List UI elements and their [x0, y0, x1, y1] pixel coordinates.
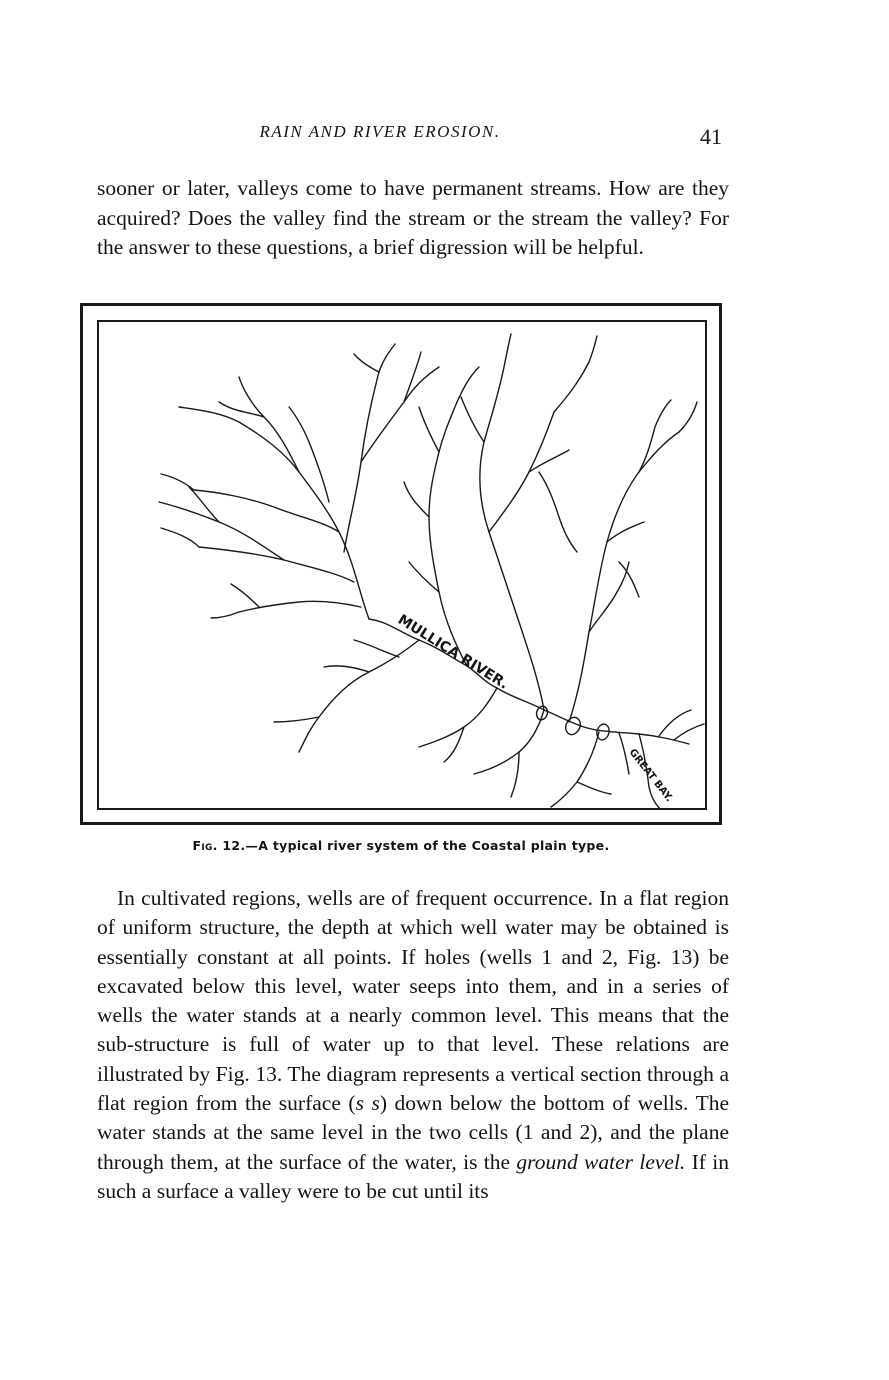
- tributary-n-2: [361, 367, 439, 462]
- tributary-c-1: [429, 402, 467, 666]
- river-system-drawing: [99, 322, 707, 810]
- figure-12-frame: [80, 303, 722, 825]
- paragraph-2-text-3: If in such a surface a valley were to be cut until its: [97, 1149, 730, 1203]
- tributary-s-1: [299, 640, 419, 752]
- tributary-n-3: [354, 354, 379, 372]
- tributary-nw-3: [239, 377, 299, 472]
- tributary-sw-2: [354, 640, 399, 657]
- tributary-s-2: [324, 666, 369, 672]
- tributary-ne-3: [461, 397, 484, 442]
- paragraph-1: sooner or later, valleys come to have permanent streams. How are they acquired? Does the valley find the stream or the stream the valley? For the answer to these questions, a brief digression will be helpful.: [97, 176, 729, 259]
- caption-text: —A typical river system of the Coastal plain type.: [245, 838, 610, 853]
- tributary-n-5: [289, 407, 329, 502]
- tributary-ne-1: [480, 334, 544, 710]
- tributary-w-3: [239, 601, 361, 612]
- tributary-s-7: [551, 732, 599, 807]
- paragraph-2: [97, 884, 729, 1206]
- tributary-ne-2: [489, 412, 554, 532]
- tributary-c-4: [404, 482, 429, 517]
- running-head-title: RAIN AND RIVER EROSION.: [259, 122, 501, 141]
- tributary-w-1: [199, 547, 354, 582]
- tributary-w-5: [161, 528, 199, 547]
- tributary-e-3: [639, 400, 671, 472]
- tributary-s-3: [419, 688, 497, 747]
- tributary-se-3: [674, 724, 704, 740]
- figure-12-map: [97, 320, 707, 810]
- tributary-w-2: [159, 502, 284, 560]
- tributary-s-8: [577, 782, 611, 794]
- paragraph-2-italic-ss: s s: [355, 1091, 380, 1116]
- figure-caption: [80, 838, 722, 853]
- tributary-n-4: [404, 352, 421, 402]
- tributary-n-1: [344, 344, 395, 552]
- tributary-ne-4: [554, 336, 597, 412]
- tributary-w-7: [231, 584, 259, 607]
- river-label: MULLICA RIVER.: [394, 611, 512, 693]
- tributary-c-3: [457, 367, 479, 402]
- bay-label: GREAT BAY.: [626, 747, 675, 805]
- paragraph-2-italic-ground-water-level: ground water level.: [516, 1149, 686, 1174]
- tributary-s-5: [474, 710, 544, 774]
- paragraph-2-text-1: In cultivated regions, wells are of frequent occurrence. In a flat region of uniform structure, the depth at which well water may be obtained is essentially constant at all points. If holes (wells 1 and 2, Fig. 13) be excavated below this level, water seeps into them, and in a series of wells the water stands at a nearly common level. This means that the sub-structure is full of water up to that level. These relations are illustrated by Fig. 13. The diagram represents a vertical section through a flat region from the surface (: [97, 886, 729, 1116]
- tributary-c-2: [419, 407, 439, 452]
- tributary-e-5: [679, 402, 697, 432]
- tributary-sw-1: [274, 717, 319, 722]
- tributary-e-6: [539, 472, 577, 552]
- tributary-w-6: [211, 612, 239, 618]
- page-number: 41: [700, 124, 722, 149]
- tributary-nw-1: [179, 407, 369, 619]
- paragraph-2-text-2: ) down below the bottom of wells. The water stands at the same level in the two cells (1 and 2), and the plane through them, at the surface of the water, is the: [97, 1091, 730, 1174]
- tributary-e-7: [619, 562, 639, 597]
- caption-figure-label: Fig. 12.: [192, 838, 246, 853]
- tributary-s-6: [511, 752, 519, 797]
